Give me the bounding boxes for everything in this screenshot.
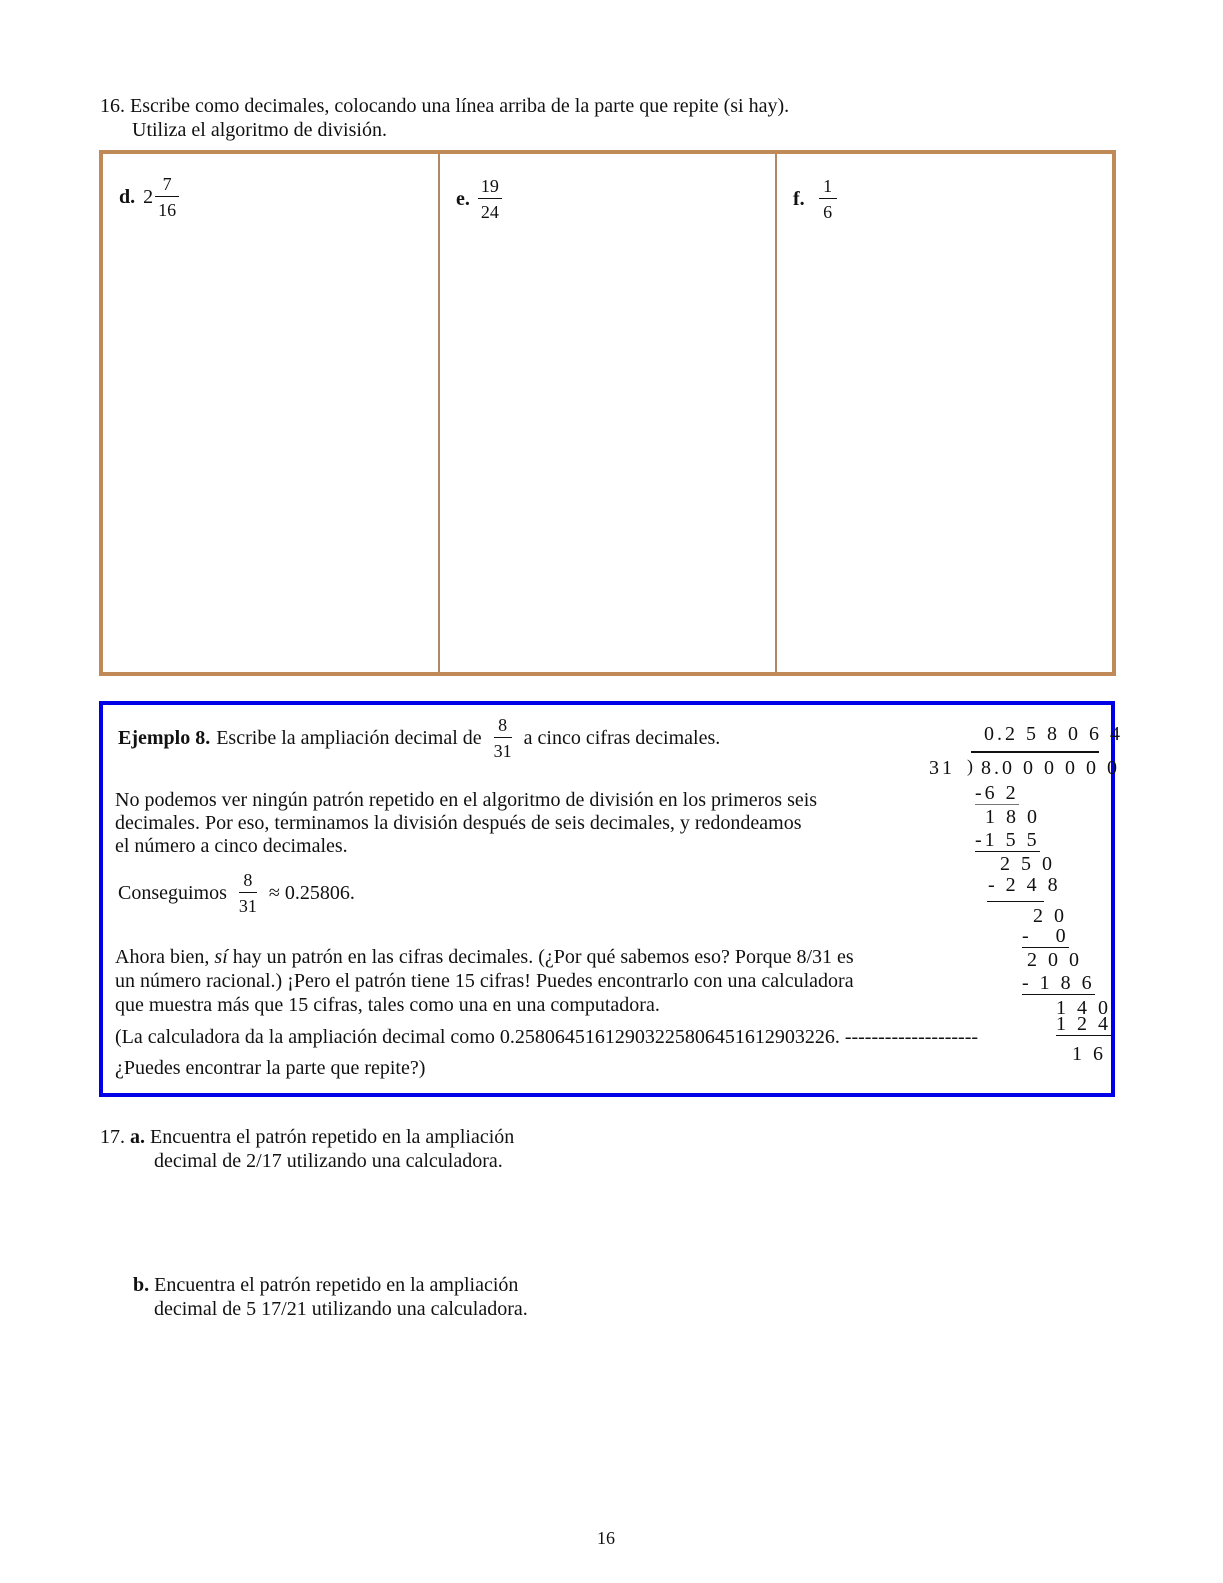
step-10: 1 4 0 xyxy=(1056,997,1111,1019)
example-8-pattern-note: Ahora bien, sí hay un patrón en las cifras decimales. (¿Por qué sabemos eso? Porque 8/31 es un número racional.) ¡Pero el patrón tiene 15 cifras! Puedes encontrarlo con una calculadora que muestra más que 15 cifras, tales como una en una computadora. xyxy=(115,946,854,1016)
step-3: -1 5 5 xyxy=(975,829,1040,851)
problem-16-instruction-line2: Utiliza el algoritmo de división. xyxy=(132,119,387,141)
item-e xyxy=(456,176,502,222)
item-e-label: e. xyxy=(456,187,470,210)
problem-17a: 17. a. Encuentra el patrón repetido en la ampliación xyxy=(100,1126,515,1148)
step-12-remainder: 1 6 xyxy=(1072,1043,1106,1065)
quotient: 0.2 5 8 0 6 4 xyxy=(984,723,1123,745)
step-8: 2 0 0 xyxy=(1027,949,1082,971)
example-8-title: Ejemplo 8. Escribe la ampliación decimal de $\frac{8}{31}$ a cinco cifras decimales. xyxy=(118,715,721,761)
page-number: 16 xyxy=(597,1528,615,1548)
divisor: 31 xyxy=(929,757,955,779)
item-d-fraction: $\frac{7}{16}$ xyxy=(155,174,179,220)
division-bar xyxy=(971,751,1099,753)
problem-16-instruction-line1: 16. Escribe como decimales, colocando una línea arriba de la parte que repite (si hay). xyxy=(100,95,790,117)
result-fraction: $\frac{8}{31}$ xyxy=(238,870,257,916)
item-d-label: d. xyxy=(119,185,136,208)
step-6: 2 0 xyxy=(1033,905,1067,927)
step-4: 2 5 0 xyxy=(1000,853,1055,875)
example-8-fraction: $\frac{8}{31}$ xyxy=(493,715,512,761)
example-8-question: ¿Puedes encontrar la parte que repite?) xyxy=(115,1057,426,1079)
answer-cell-d[interactable] xyxy=(103,154,438,672)
example-8-label: Ejemplo 8. xyxy=(118,726,211,749)
item-f xyxy=(793,176,837,222)
item-e-fraction: $\frac{19}{24}$ xyxy=(478,176,502,222)
long-division xyxy=(929,719,1123,1089)
answer-cell-e[interactable] xyxy=(438,154,775,672)
step-7: - 0 xyxy=(1022,925,1069,947)
step-5: - 2 4 8 xyxy=(988,874,1061,896)
item-d-whole: 2 xyxy=(143,185,154,208)
item-d xyxy=(119,174,179,220)
problem-17b: b. Encuentra el patrón repetido en la ampliación xyxy=(133,1274,519,1296)
step-1: -6 2 xyxy=(975,782,1019,804)
dividend: 8.0 0 0 0 0 0 xyxy=(981,757,1120,779)
step-2: 1 8 0 xyxy=(985,806,1040,828)
example-8-explanation: No podemos ver ningún patrón repetido en el algoritmo de división en los primeros seis decimales. Por eso, terminamos la división después de seis decimales, y redondeamos el número a cinco decimales. xyxy=(115,789,818,857)
item-f-label: f. xyxy=(793,187,805,210)
problem-16-answer-grid xyxy=(99,150,1116,676)
step-11: 1 2 4 xyxy=(1056,1013,1111,1035)
problem-17b-line2: decimal de 5 17/21 utilizando una calculadora. xyxy=(154,1298,528,1320)
item-f-fraction: $\frac{1}{6}$ xyxy=(819,176,837,222)
division-bracket-icon: ) xyxy=(967,756,976,776)
answer-cell-f[interactable] xyxy=(775,154,1112,672)
step-9: - 1 8 6 xyxy=(1022,972,1095,994)
example-8-box xyxy=(99,701,1123,1097)
calculator-output-line: (La calculadora da la ampliación decimal como 0.258064516129032258064516129032​26. -------------------- xyxy=(115,1026,979,1048)
problem-17a-line2: decimal de 2/17 utilizando una calculadora. xyxy=(154,1150,503,1172)
example-8-result: Conseguimos $\frac{8}{31}$ ≈ 0.25806. xyxy=(118,870,355,916)
